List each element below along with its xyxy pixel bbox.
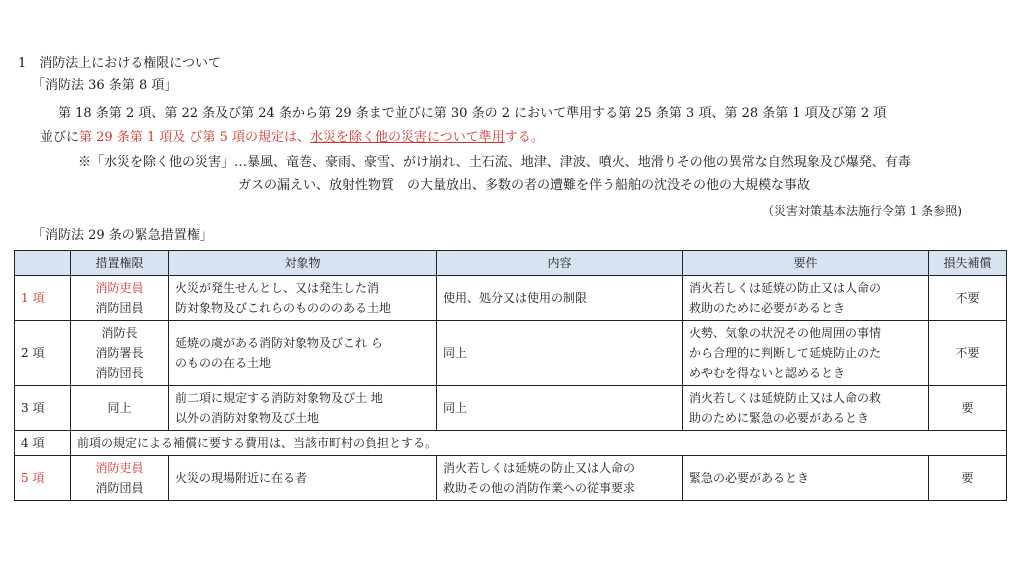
emergency-measures-table [14, 250, 1007, 501]
content-cell: 消火若しくは延焼の防止又は人命の 救助その他の消防作業への従事要求 [437, 456, 683, 501]
row-item-label: 3 項 [15, 386, 71, 431]
paragraph-red-end: する。 [504, 130, 544, 145]
target-cell: 延焼の虞がある消防対象物及びこれ ら のものの在る土地 [169, 321, 437, 386]
authority-cell: 同上 [71, 386, 169, 431]
authority-cell: 消防吏員 消防団員 [71, 456, 169, 501]
header-target: 対象物 [169, 251, 437, 276]
target-cell: 前二項に規定する消防対象物及び土 地 以外の消防対象物及び土地 [169, 386, 437, 431]
requirement-cell: 消火若しくは延焼の防止又は人命の 救助のために必要があるとき [683, 276, 929, 321]
row-item-label: 4 項 [15, 431, 71, 456]
paragraph-prefix: 並びに [40, 130, 80, 145]
note-line-2: ガスの漏えい、放射性物質 の大量放出、多数の者の遭難を伴う船舶の沈没その他の大規模な事故 [238, 178, 811, 193]
header-blank [15, 251, 71, 276]
header-compensation: 損失補償 [929, 251, 1007, 276]
compensation-cell: 不要 [929, 276, 1007, 321]
content-cell: 使用、処分又は使用の制限 [437, 276, 683, 321]
authority-cell: 消防長 消防署長 消防団長 [71, 321, 169, 386]
header-authority: 措置権限 [71, 251, 169, 276]
content-cell: 同上 [437, 321, 683, 386]
table-row [15, 456, 1007, 501]
note-reference: （災害対策基本法施行令第 1 条参照) [762, 204, 962, 218]
paragraph-red-text: 第 29 条第 1 項及 び第 5 項の規定は、 [79, 130, 311, 145]
requirement-cell: 緊急の必要があるとき [683, 456, 929, 501]
row-item-label: 5 項 [15, 456, 71, 501]
requirement-cell: 消火若しくは延焼防止又は人命の救 助のために緊急の必要があるとき [683, 386, 929, 431]
paragraph-line-2 [40, 130, 544, 146]
merged-note-cell: 前項の規定による補償に要する費用は、当該市町村の負担とする。 [71, 431, 1007, 456]
quote-law-36: 「消防法 36 条第 8 項」 [32, 78, 178, 93]
table-row [15, 321, 1007, 386]
table-header-row [15, 251, 1007, 276]
row-item-label: 1 項 [15, 276, 71, 321]
header-content: 内容 [437, 251, 683, 276]
requirement-cell: 火勢、気象の状況その他周囲の事情 から合理的に判断して延焼防止のた めやむを得ないと認めるとき [683, 321, 929, 386]
header-requirement: 要件 [683, 251, 929, 276]
compensation-cell: 要 [929, 456, 1007, 501]
authority-cell: 消防吏員 消防団員 [71, 276, 169, 321]
note-line-1: ※「水災を除く他の災害」…暴風、竜巻、豪雨、豪雪、がけ崩れ、土石流、地津、津波、噴火、地滑りその他の異常な自然現象及び爆発、有毒 [78, 155, 911, 170]
compensation-cell: 不要 [929, 321, 1007, 386]
table-row [15, 431, 1007, 456]
compensation-cell: 要 [929, 386, 1007, 431]
table-row [15, 276, 1007, 321]
quote-law-29: 「消防法 29 条の緊急措置権」 [32, 228, 213, 243]
table-row [15, 386, 1007, 431]
row-item-label: 2 項 [15, 321, 71, 386]
section-heading: 1 消防法上における権限について [18, 56, 222, 71]
target-cell: 火災の現場附近に在る者 [169, 456, 437, 501]
paragraph-line-1: 第 18 条第 2 項、第 22 条及び第 24 条から第 29 条まで並びに第 30 条の 2 において準用する第 25 条第 3 項、第 28 条第 1 項及び第 2 項 [58, 106, 887, 121]
paragraph-red-underlined: 水災を除く他の災害について準用 [310, 130, 505, 145]
target-cell: 火災が発生せんとし、又は発生した消 防対象物及びこれらのものののある土地 [169, 276, 437, 321]
content-cell: 同上 [437, 386, 683, 431]
